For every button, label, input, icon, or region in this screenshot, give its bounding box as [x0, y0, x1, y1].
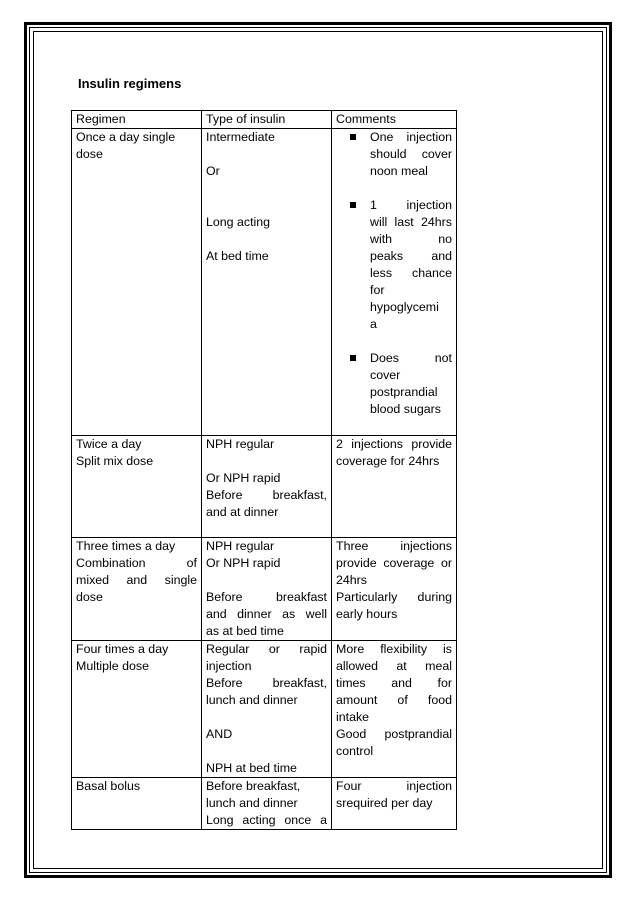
cell-line: with no — [370, 232, 452, 246]
list-item — [336, 129, 452, 180]
cell-line: for — [370, 283, 385, 297]
cell-line: less chance — [370, 266, 452, 280]
cell-line: a — [370, 317, 377, 331]
cell-line: Good postprandial — [336, 727, 452, 741]
cell-line: cover — [370, 368, 401, 382]
cell-line: 2 injections provide — [336, 437, 452, 451]
cell-line: Particularly during — [336, 590, 452, 604]
square-bullet-icon — [350, 134, 356, 140]
cell-line: Intermediate — [206, 130, 275, 144]
cell-line: One injection — [370, 130, 452, 144]
table-row — [72, 641, 457, 778]
cell-line: Split mix dose — [76, 454, 154, 468]
cell-line: coverage for 24hrs — [336, 454, 440, 468]
cell-line: allowed at meal — [336, 659, 452, 673]
cell-line: NPH at bed time — [206, 761, 297, 775]
comments-cell — [332, 538, 457, 641]
cell-line: Before breakfast, — [206, 676, 327, 690]
cell-line: control — [336, 744, 374, 758]
insulin-cell — [202, 436, 332, 538]
cell-line: 24hrs — [336, 573, 367, 587]
cell-line: Three times a day — [76, 539, 176, 553]
cell-line: Does not — [370, 351, 452, 365]
cell-line: mixed and single — [76, 573, 197, 587]
comment-bullet-list — [336, 129, 452, 418]
cell-line: Multiple dose — [76, 659, 150, 673]
table-header-row — [72, 111, 457, 129]
regimen-cell — [72, 436, 202, 538]
cell-line: hypoglycemi — [370, 300, 439, 314]
cell-line: as at bed time — [206, 624, 284, 638]
table-row — [72, 778, 457, 830]
cell-line: Long acting once a — [206, 813, 327, 827]
regimen-cell — [72, 778, 202, 830]
list-item — [336, 197, 452, 333]
cell-line: srequired per day — [336, 796, 433, 810]
square-bullet-icon — [350, 202, 356, 208]
cell-line: peaks and — [370, 249, 452, 263]
table-row — [72, 436, 457, 538]
cell-line: Before breakfast, — [206, 779, 301, 793]
cell-line: Twice a day — [76, 437, 142, 451]
insulin-cell — [202, 129, 332, 436]
cell-line: and at dinner — [206, 505, 279, 519]
cell-line: amount of food — [336, 693, 452, 707]
insulin-regimens-table — [71, 110, 457, 830]
regimen-cell — [72, 641, 202, 778]
square-bullet-icon — [350, 355, 356, 361]
cell-line: should cover — [370, 147, 452, 161]
cell-line: postprandial — [370, 385, 438, 399]
cell-line: injection — [206, 659, 252, 673]
regimen-cell — [72, 538, 202, 641]
cell-line: At bed time — [206, 249, 269, 263]
comments-cell — [332, 436, 457, 538]
header-regimen: Regimen — [72, 111, 202, 129]
header-type-of-insulin: Type of insulin — [202, 111, 332, 129]
cell-line: 1 injection — [370, 198, 452, 212]
cell-line: blood sugars — [370, 402, 441, 416]
insulin-cell — [202, 778, 332, 830]
regimen-cell — [72, 129, 202, 436]
cell-line: provide coverage or — [336, 556, 452, 570]
cell-line: Before breakfast — [206, 590, 327, 604]
cell-line: noon meal — [370, 164, 428, 178]
cell-line: Regular or rapid — [206, 642, 327, 656]
cell-line: Before breakfast, — [206, 488, 327, 502]
cell-line: Basal bolus — [76, 779, 141, 793]
cell-line: and dinner as well — [206, 607, 327, 621]
cell-line: dose — [76, 147, 103, 161]
cell-line: lunch and dinner — [206, 796, 298, 810]
cell-line: Or NPH rapid — [206, 471, 281, 485]
document-heading: Insulin regimens — [78, 76, 182, 91]
list-item — [336, 350, 452, 418]
table-row — [72, 129, 457, 436]
insulin-cell — [202, 641, 332, 778]
cell-line: Once a day single — [76, 130, 176, 144]
cell-line: Four injection — [336, 779, 452, 793]
header-comments: Comments — [332, 111, 457, 129]
comments-cell — [332, 129, 457, 436]
insulin-cell — [202, 538, 332, 641]
table-row — [72, 538, 457, 641]
cell-line: Three injections — [336, 539, 452, 553]
cell-line: Combination of — [76, 556, 197, 570]
cell-line: More flexibility is — [336, 642, 452, 656]
cell-line: Or NPH rapid — [206, 556, 281, 570]
comments-cell — [332, 641, 457, 778]
cell-line: Long acting — [206, 215, 271, 229]
cell-line: NPH regular — [206, 437, 275, 451]
cell-line: Four times a day — [76, 642, 169, 656]
cell-line: Or — [206, 164, 220, 178]
cell-line: times and for — [336, 676, 452, 690]
cell-line: will last 24hrs — [370, 215, 452, 229]
cell-line: NPH regular — [206, 539, 275, 553]
comments-cell — [332, 778, 457, 830]
cell-line: lunch and dinner — [206, 693, 298, 707]
cell-line: early hours — [336, 607, 398, 621]
cell-line: dose — [76, 590, 103, 604]
cell-line: AND — [206, 727, 233, 741]
cell-line: intake — [336, 710, 370, 724]
